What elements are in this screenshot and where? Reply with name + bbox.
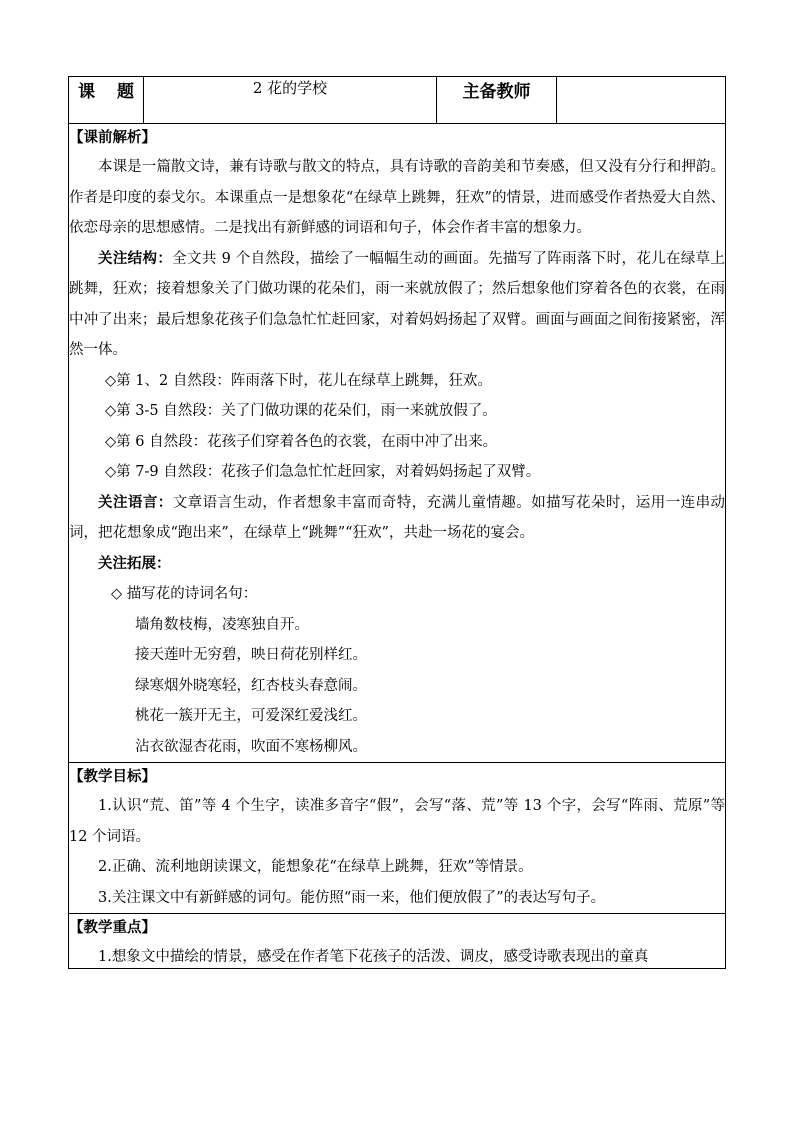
structure-paragraph: [69, 244, 725, 366]
analysis-section: [69, 124, 726, 763]
extend-paragraph: [69, 549, 725, 580]
focus-item-1: 1.想象文中描绘的情景，感受在作者笔下花孩子的活泼、调皮，感受诗歌表现出的童真: [98, 949, 649, 965]
lesson-label-char-2: 题: [117, 82, 134, 102]
lesson-title: 2 花的学校: [144, 77, 437, 124]
goal-item-3: 3.关注课文中有新鲜感的词句。能仿照“雨一来，他们便放假了”的表达写句子。: [98, 889, 606, 906]
language-label: 关注语言：: [98, 493, 173, 511]
lesson-label-char-1: 课: [78, 82, 95, 102]
teacher-label: 主备教师: [437, 77, 557, 124]
poem-line-3: 绿寒烟外晓寒轻，红杏枝头春意闹。: [135, 677, 367, 694]
lesson-plan-sheet: [68, 76, 725, 969]
language-text: 文章语言生动，作者想象丰富而奇特，充满儿童情趣。如描写花朵时，运用一连串动词，把花想象成“跑出来”，在绿草上“跳舞”“狂欢”，共赴一场花的宴会。: [69, 494, 726, 541]
analysis-title: 【课前解析】: [69, 129, 156, 146]
lesson-label-cell: [69, 77, 144, 124]
analysis-row: [69, 124, 726, 763]
poem-line-4: 桃花一簇开无主，可爱深红爱浅红。: [135, 708, 367, 724]
goals-title: 【教学目标】: [69, 768, 156, 785]
focus-row: [69, 914, 726, 969]
analysis-intro: 本课是一篇散文诗，兼有诗歌与散文的特点，具有诗歌的音韵美和节奏感，但又没有分行和押韵。作者是印度的泰戈尔。本课重点一是想象花“在绿草上跳舞，狂欢”的情景，进而感受作者热爱大自然、依恋母亲的思想感情。二是找出有新鲜感的词语和句子，体会作者丰富的想象力。: [69, 159, 725, 236]
structure-text: 全文共 9 个自然段，描绘了一幅幅生动的画面。先描写了阵雨落下时，花儿在绿草上跳舞，狂欢；接着想象关了门做功课的花朵们，雨一来就放假了；然后想象他们穿着各色的衣裳，在雨中冲了出来；最后想象花孩子们急急忙忙赶回家，对着妈妈扬起了双臂。画面与画面之间衔接紧密，浑然一体。: [69, 250, 725, 358]
language-paragraph: [69, 488, 725, 549]
poem-line-1: 墙角数枝梅，凌寒独自开。: [135, 616, 309, 633]
paragraph-summary-3: ◇第 6 自然段：花孩子们穿着各色的衣裳，在雨中冲了出来。: [105, 433, 498, 450]
paragraph-summary-2: ◇第 3-5 自然段：关了门做功课的花朵们，雨一来就放假了。: [105, 403, 497, 419]
teacher-value-cell: [557, 77, 726, 124]
structure-label: 关注结构：: [98, 249, 173, 267]
poem-line-2: 接天莲叶无穷碧，映日荷花别样红。: [135, 647, 367, 663]
focus-title: 【教学重点】: [69, 919, 156, 936]
focus-section: [69, 914, 726, 969]
goal-item-2: 2.正确、流利地朗读课文，能想象花“在绿草上跳舞，狂欢”等情景。: [98, 859, 533, 875]
header-row: [69, 77, 726, 124]
goals-row: [69, 763, 726, 914]
lesson-plan-table: [68, 76, 726, 969]
goal-item-1: 1.认识“荒、笛”等 4 个生字，读准多音字“假”，会写“落、荒”等 13 个字，会写“阵雨、荒原”等 12 个词语。: [69, 798, 725, 845]
poems-heading: ◇ 描写花的诗词名句：: [111, 586, 258, 602]
paragraph-summary-4: ◇第 7-9 自然段：花孩子们急急忙忙赶回家，对着妈妈扬起了双臂。: [105, 464, 541, 480]
paragraph-summary-1: ◇第 1、2 自然段：阵雨落下时，花儿在绿草上跳舞，狂欢。: [105, 372, 492, 389]
poem-line-5: 沾衣欲湿杏花雨，吹面不寒杨柳风。: [135, 738, 367, 755]
goals-section: [69, 763, 726, 914]
extend-label: 关注拓展：: [98, 554, 171, 572]
